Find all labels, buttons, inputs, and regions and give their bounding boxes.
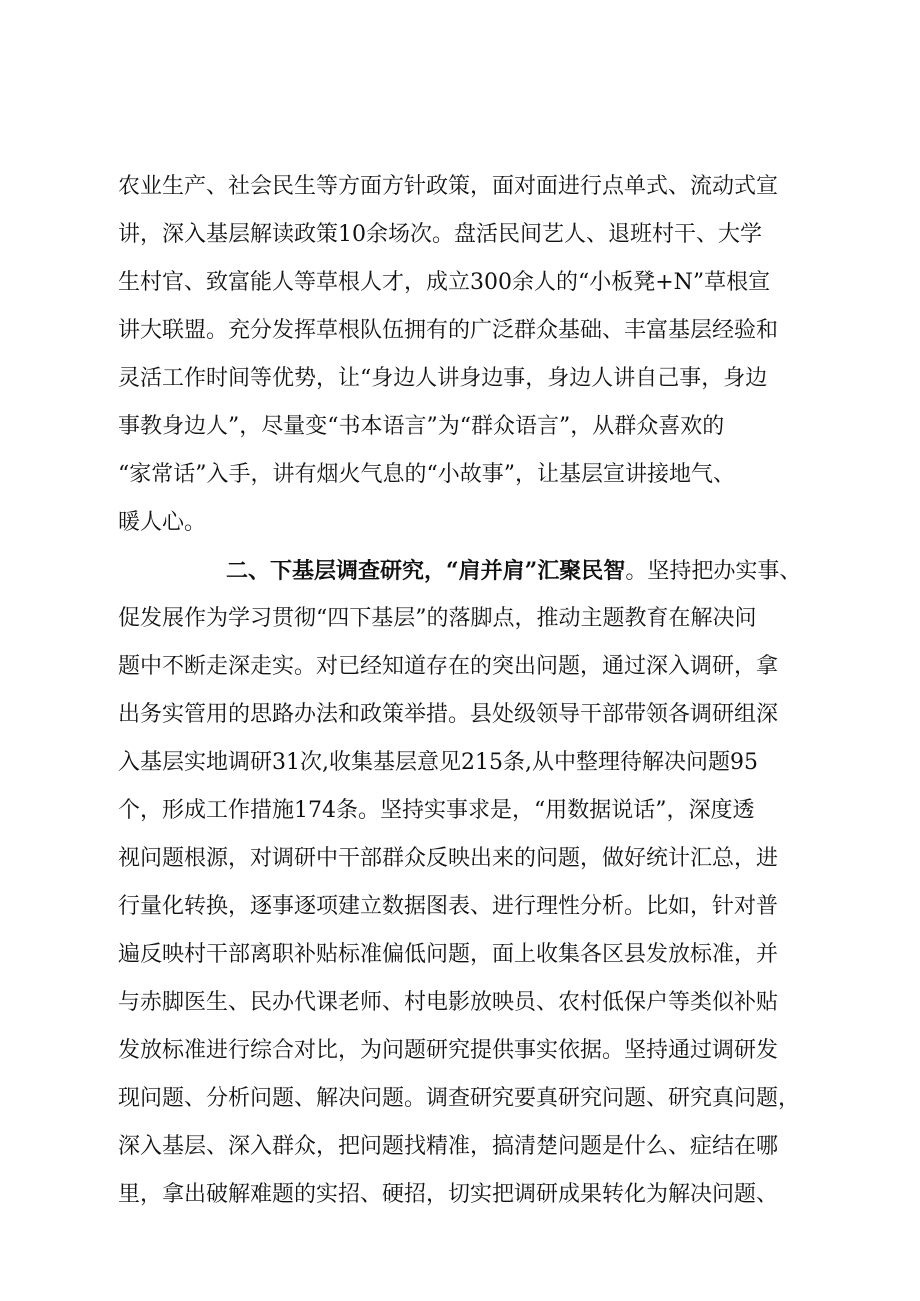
text-line: 深入基层、深入群众，把问题找精准，搞清楚问题是什么、症结在哪 (118, 1134, 779, 1159)
text-line: 入基层实地调研31次,收集基层意见215条,从中整理待解决问题95 (118, 750, 758, 775)
text-line: 生村官、致富能人等草根人才，成立300余人的“小板凳+N”草根宣 (118, 270, 771, 295)
text-line: 讲大联盟。充分发挥草根队伍拥有的广泛群众基础、丰富基层经验和 (118, 318, 779, 343)
text-line: 里，拿出破解难题的实招、硬招，切实把调研成果转化为解决问题、 (118, 1182, 779, 1207)
text-line: 促发展作为学习贯彻“四下基层”的落脚点，推动主题教育在解决问 (118, 606, 757, 631)
section-heading: 二、下基层调查研究，“肩并肩”汇聚民智 (226, 558, 626, 584)
section-heading-continuation: 。坚持把办实事、 (625, 559, 802, 584)
text-line: 灵活工作时间等优势，让“身边人讲身边事，身边人讲自己事，身边 (118, 366, 768, 391)
text-line: 现问题、分析问题、解决问题。调查研究要真研究问题、研究真问题， (118, 1086, 801, 1111)
text-line: 农业生产、社会民生等方面方针政策，面对面进行点单式、流动式宣 (118, 174, 779, 199)
text-line: 暖人心。 (118, 510, 207, 535)
text-line: 与赤脚医生、民办代课老师、村电影放映员、农村低保户等类似补贴 (118, 990, 779, 1015)
text-line: 讲，深入基层解读政策10余场次。盘活民间艺人、退班村干、大学 (118, 222, 762, 247)
text-line: 个，形成工作措施174条。坚持实事求是，“用数据说话”，深度透 (118, 798, 755, 823)
text-line: 发放标准进行综合对比，为问题研究提供事实依据。坚持通过调研发 (118, 1038, 779, 1063)
text-line: 遍反映村干部离职补贴标准偏低问题，面上收集各区县发放标准，并 (118, 942, 779, 967)
section-heading-line (226, 547, 830, 595)
text-line: “家常话”入手，讲有烟火气息的“小故事”，让基层宣讲接地气、 (118, 462, 735, 487)
text-line: 题中不断走深走实。对已经知道存在的突出问题，通过深入调研，拿 (118, 654, 779, 679)
text-line: 事教身边人”，尽量变“书本语言”为“群众语言”，从群众喜欢的 (118, 414, 725, 439)
text-line: 出务实管用的思路办法和政策举措。县处级领导干部带领各调研组深 (118, 702, 779, 727)
text-line: 行量化转换，逐事逐项建立数据图表、进行理性分析。比如，针对普 (118, 894, 779, 919)
text-line: 视问题根源，对调研中干部群众反映出来的问题，做好统计汇总，进 (118, 846, 779, 871)
